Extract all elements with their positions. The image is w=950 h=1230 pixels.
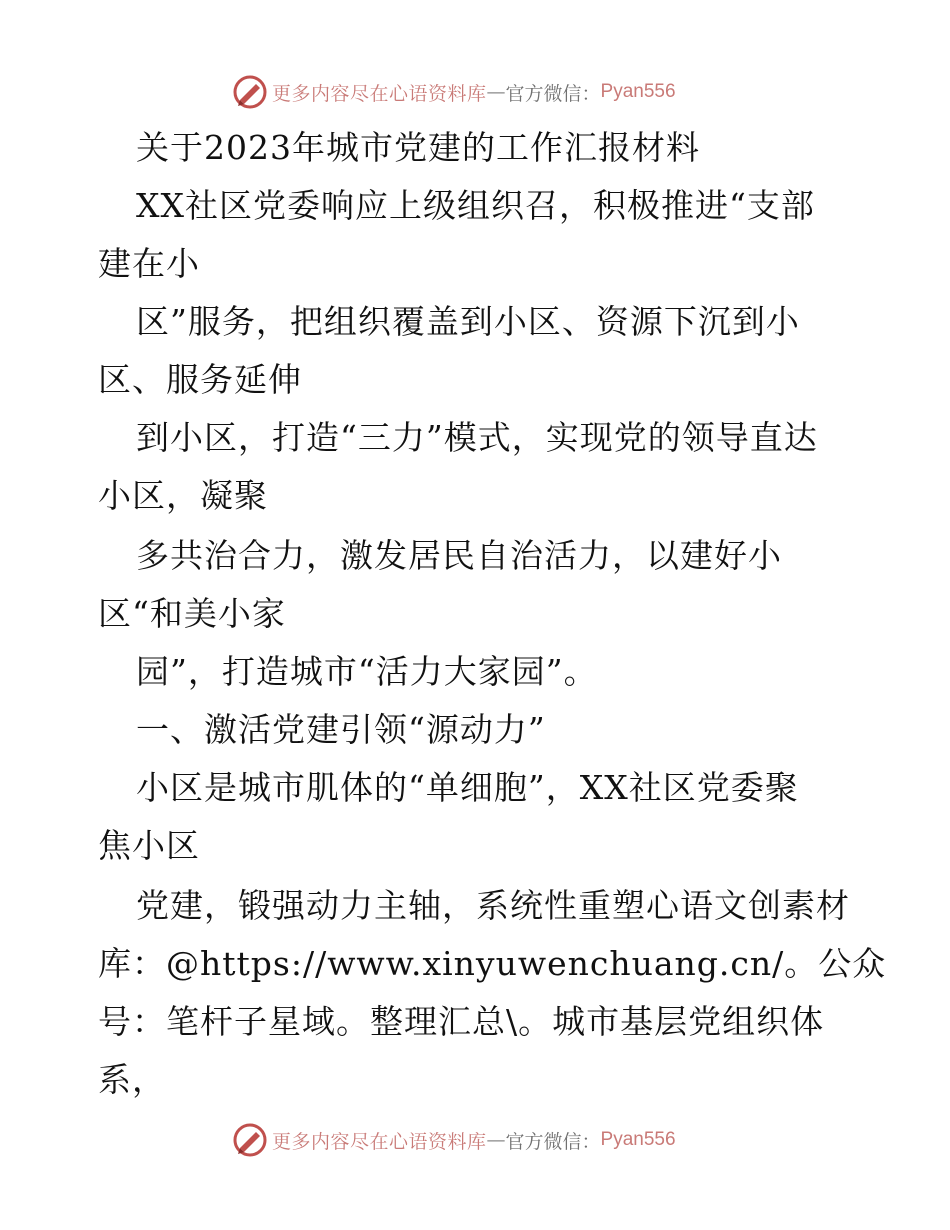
paragraph-line: 库：@https://www.xinyuwenchuang.cn/。公众	[98, 944, 887, 983]
watermark-text: 更多内容尽在心语资料库	[272, 1130, 487, 1153]
paragraph-line: XX社区党委响应上级组织召，积极推进“支部	[136, 186, 815, 225]
paragraph-line: 多共治合力，激发居民自治活力，以建好小	[136, 536, 782, 575]
paragraph-line: 区、服务延伸	[98, 360, 302, 399]
watermark-banner-top	[232, 72, 676, 112]
paragraph-line: 小区，凝聚	[98, 476, 268, 515]
watermark-wechat-label: 官方微信：	[505, 82, 601, 105]
section-heading: 一、激活党建引领“源动力”	[136, 710, 546, 749]
watermark-dash: —	[486, 1129, 506, 1151]
pen-logo-icon	[232, 74, 268, 110]
watermark-wechat-id: Pyan556	[600, 1129, 676, 1150]
paragraph-line: 区“和美小家	[98, 594, 286, 633]
paragraph-line: 建在小	[98, 244, 200, 283]
watermark-dash: —	[486, 81, 506, 103]
watermark-banner-bottom	[232, 1120, 676, 1160]
pen-logo-icon	[232, 1122, 268, 1158]
paragraph-line: 到小区，打造“三力”模式，实现党的领导直达	[136, 418, 818, 457]
paragraph-line: 党建，锻强动力主轴，系统性重塑心语文创素材	[136, 886, 850, 925]
paragraph-line: 园”，打造城市“活力大家园”。	[136, 652, 598, 691]
paragraph-line: 小区是城市肌体的“单细胞”，XX社区党委聚	[136, 768, 799, 807]
watermark-text: 更多内容尽在心语资料库	[272, 82, 487, 105]
watermark-wechat-id: Pyan556	[600, 81, 676, 102]
watermark-wechat-label: 官方微信：	[505, 1130, 601, 1153]
paragraph-line: 区”服务，把组织覆盖到小区、资源下沉到小	[136, 302, 800, 341]
document-title: 关于2023年城市党建的工作汇报材料	[136, 128, 700, 167]
paragraph-line: 系，	[98, 1060, 166, 1099]
paragraph-line: 号：笔杆子星域。整理汇总\。城市基层党组织体	[98, 1002, 825, 1041]
paragraph-line: 焦小区	[98, 826, 200, 865]
